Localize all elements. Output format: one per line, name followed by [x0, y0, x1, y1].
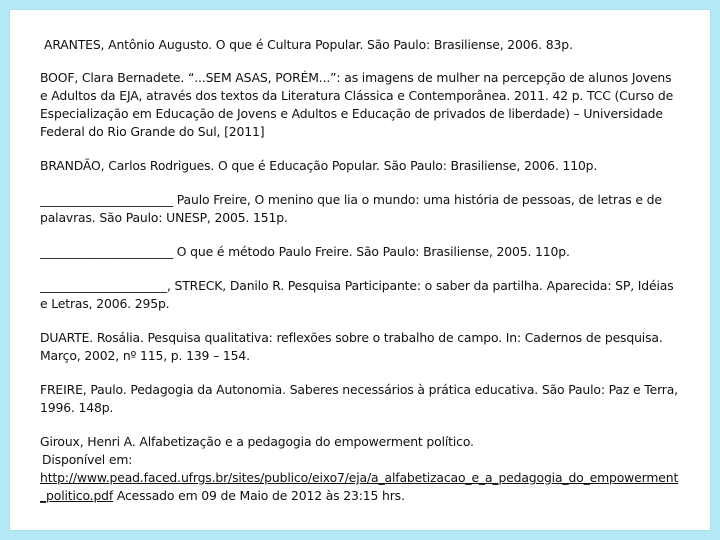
reference-duarte: DUARTE. Rosália. Pesquisa qualitativa: reflexões sobre o trabalho de campo. In: Cadernos de pesquisa. Março, 2002, nº 115, p. 139 – 154.	[40, 330, 663, 363]
reference-brandao-streck: _____________________, STRECK, Danilo R. Pesquisa Participante: o saber da partilha. Aparecida: SP, Idéias e Letras, 2006. 295p.	[40, 278, 674, 311]
slide	[10, 10, 710, 530]
reference-giroux-title: Giroux, Henri A. Alfabetização e a pedagogia do empowerment político.	[40, 434, 474, 449]
reference-brandao-metodo: ______________________ O que é método Paulo Freire. São Paulo: Brasiliense, 2005. 110p.	[40, 244, 570, 259]
reference-list	[40, 36, 682, 520]
reference-giroux	[40, 433, 682, 505]
reference-giroux-available: Disponível em:	[42, 452, 133, 467]
reference-giroux-link[interactable]: http://www.pead.faced.ufrgs.br/sites/publico/eixo7/eja/a_alfabetizacao_e_a_pedagogia_do_empowerment_politico.pdf	[40, 470, 679, 503]
reference-arantes: ARANTES, Antônio Augusto. O que é Cultura Popular. São Paulo: Brasiliense, 2006. 83p.	[44, 37, 573, 52]
reference-giroux-access: Acessado em 09 de Maio de 2012 às 23:15 hrs.	[113, 488, 405, 503]
reference-boof: BOOF, Clara Bernadete. “...SEM ASAS, PORÉM...”: as imagens de mulher na percepção de alunos Jovens e Adultos da EJA, através dos textos da Literatura Clássica e Contemporânea. 2011. 42 p. TCC (Curso de Especialização em Educação de Jovens e Adultos e Educação de privados de liberdade) – Universidade Federal do Rio Grande do Sul, [2011]	[40, 70, 674, 139]
reference-freire: FREIRE, Paulo. Pedagogia da Autonomia. Saberes necessários à prática educativa. São Paulo: Paz e Terra, 1996. 148p.	[40, 382, 678, 415]
reference-brandao-paulo-freire: ______________________ Paulo Freire, O menino que lia o mundo: uma história de pessoas, de letras e de palavras. São Paulo: UNESP, 2005. 151p.	[40, 192, 662, 225]
reference-giroux-url-line	[40, 469, 682, 505]
reference-brandao-educacao-popular: BRANDÃO, Carlos Rodrigues. O que é Educação Popular. São Paulo: Brasiliense, 2006. 110p.	[40, 158, 598, 173]
